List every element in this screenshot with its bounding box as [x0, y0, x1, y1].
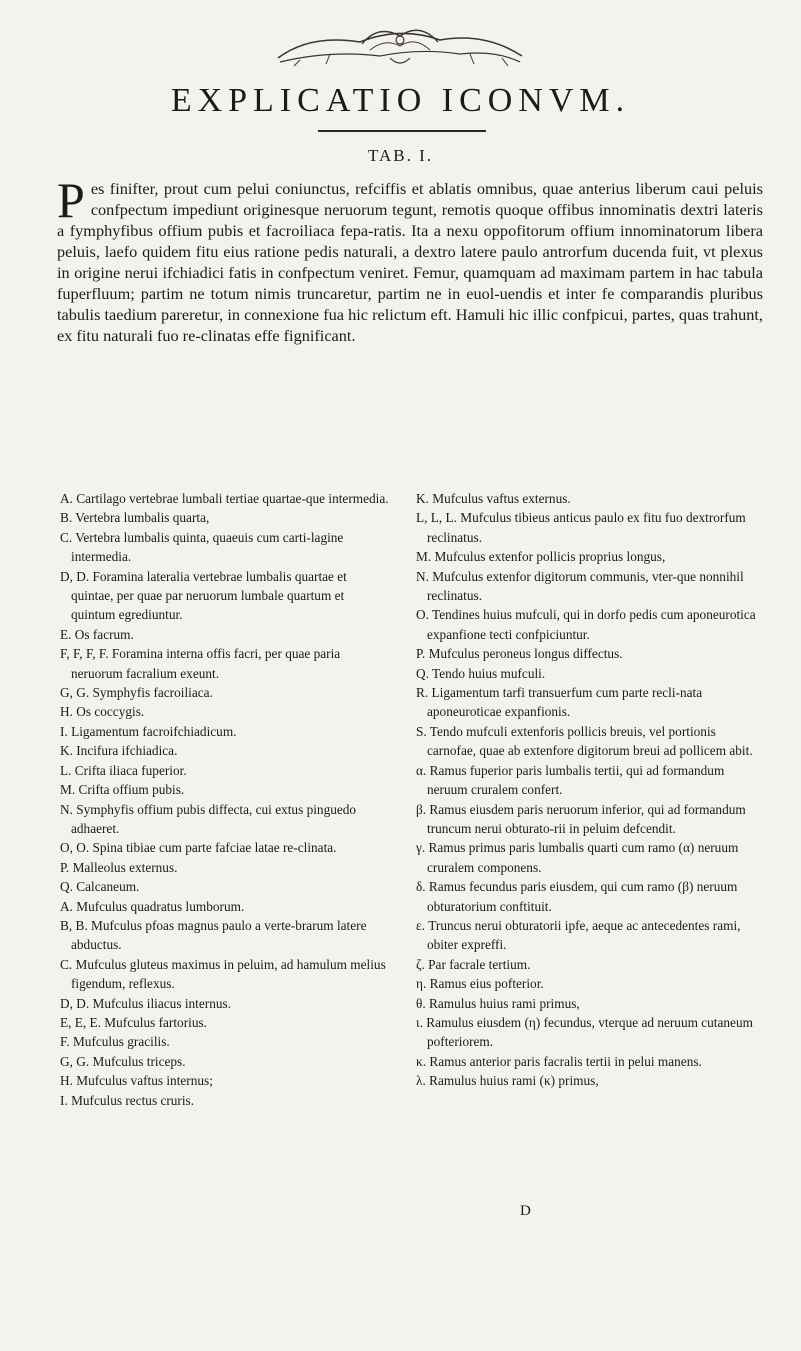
- legend-entry: N. Mufculus extenfor digitorum communis, vter-que nonnihil reclinatus.: [416, 568, 744, 604]
- legend-entry: R. Ligamentum tarfi transuerfum cum parte recli-nata aponeuroticae expanfionis.: [416, 685, 703, 720]
- legend-entry: ζ. Par facrale tertium.: [416, 956, 531, 972]
- legend-entry: θ. Ramulus huius rami primus,: [416, 995, 580, 1011]
- plate-label: TAB. I.: [367, 146, 434, 165]
- legend-entry: O. Tendines huius mufculi, qui in dorfo pedis cum aponeurotica expanfione tecti confpiciuntur.: [416, 607, 756, 642]
- legend-entry: F. Mufculus gracilis.: [60, 1034, 170, 1050]
- legend-entry: E. Os facrum.: [60, 626, 134, 642]
- legend-entry: A. Cartilago vertebrae lumbali tertiae quartae-que intermedia.: [60, 491, 389, 506]
- intro-text: es finifter, prout cum pelui coniunctus, refciffis et ablatis omnibus, quae anterius liberum caui peluis confpectum impediunt originesque neruorum tegunt, remotis quoque offibus innominatis dextri lateris a fymphyfibus offium pubis et facroiliaca fepa-ratis. Ita a nexu oppofitorum offium innominatorum libera peluis, laefo quidem fitu eius ratione pedis naturali, a dextro latere paulo antrorfum ducenda fuit, vt plexus in origine nerui ifchiadici fatis in confpectum veniret. Femur, quamquam ad maximam partem in hac tabula fuperfluum; partim ne totum nimis truncaretur, partim ne in euol-uendis et inter fe comparandis pluribus tabulis taedium pareretur, in connexione fua hic relictum eft. Hamuli hic illic confpicui, partes, quas trahunt, ex fitu naturali fuo re-clinatas effe fignificant.: [57, 179, 763, 345]
- legend-entry: S. Tendo mufculi extenforis pollicis breuis, vel portionis carnofae, quae ab extenfore digitorum breui ad pollicem abit.: [416, 723, 753, 759]
- legend-right-column: [416, 489, 761, 1091]
- legend-entry: L. Crifta iliaca fuperior.: [60, 762, 187, 778]
- legend-entry: C. Mufculus gluteus maximus in peluim, ad hamulum melius figendum, reflexus.: [60, 956, 386, 992]
- legend-entry: E, E, E. Mufculus fartorius.: [60, 1014, 207, 1030]
- decorative-headpiece-ornament: [270, 20, 530, 72]
- legend-entry: G, G. Mufculus triceps.: [60, 1053, 186, 1069]
- legend-entry: Q. Calcaneum.: [60, 879, 140, 895]
- legend-entry: κ. Ramus anterior paris facralis tertii in pelui manens.: [416, 1053, 702, 1069]
- legend-entry: B. Vertebra lumbalis quarta,: [60, 510, 210, 526]
- legend-entry: I. Mufculus rectus cruris.: [60, 1092, 195, 1108]
- legend-entry: B, B. Mufculus pfoas magnus paulo a verte-brarum latere abductus.: [60, 917, 367, 953]
- legend-entry: P. Mufculus peroneus longus diffectus.: [416, 646, 623, 662]
- legend-left-column: [60, 489, 390, 1110]
- legend-entry: λ. Ramulus huius rami (κ) primus,: [416, 1073, 599, 1089]
- legend-entry: β. Ramus eiusdem paris neruorum inferior, qui ad formandum truncum nerui obturato-rii in peluim defcendit.: [416, 801, 746, 836]
- legend-entry: ι. Ramulus eiusdem (η) fecundus, vterque ad neruum cutaneum pofteriorem.: [416, 1014, 753, 1050]
- legend-entry: L, L, L. Mufculus tibieus anticus paulo ex fitu fuo dextrorfum reclinatus.: [416, 510, 746, 545]
- page-title: EXPLICATIO ICONVM.: [170, 82, 631, 119]
- legend-entry: N. Symphyfis offium pubis diffecta, cui extus pinguedo adhaeret.: [60, 801, 357, 836]
- title-rule: [318, 130, 486, 132]
- legend-entry: K. Mufculus vaftus externus.: [416, 491, 571, 506]
- legend-entry: K. Incifura ifchiadica.: [60, 743, 178, 759]
- legend-entry: C. Vertebra lumbalis quinta, quaeuis cum carti-lagine intermedia.: [60, 529, 344, 565]
- legend-entry: Q. Tendo huius mufculi.: [416, 665, 546, 681]
- legend-entry: H. Mufculus vaftus internus;: [60, 1073, 213, 1089]
- legend-entry: D, D. Foramina lateralia vertebrae lumbalis quartae et quintae, per quae par neruorum lumbale quartum et quintum egrediuntur.: [60, 568, 347, 623]
- legend-entry: M. Mufculus extenfor pollicis proprius longus,: [416, 549, 666, 565]
- legend-entry: G, G. Symphyfis facroiliaca.: [60, 685, 213, 701]
- legend-entry: γ. Ramus primus paris lumbalis quarti cum ramo (α) neruum cruralem componens.: [416, 840, 739, 875]
- legend-entry: M. Crifta offium pubis.: [60, 782, 185, 798]
- legend-entry: P. Malleolus externus.: [60, 859, 178, 875]
- legend-entry: F, F, F, F. Foramina interna offis facri, per quae paria neruorum facralium exeunt.: [60, 646, 341, 681]
- drop-cap: P: [57, 172, 85, 228]
- legend-entry: ε. Truncus nerui obturatorii ipfe, aeque ac antecedentes rami, obiter expreffi.: [416, 917, 741, 953]
- legend-entry: H. Os coccygis.: [60, 704, 145, 720]
- legend-entry: I. Ligamentum facroifchiadicum.: [60, 723, 237, 739]
- legend-entry: D, D. Mufculus iliacus internus.: [60, 995, 231, 1011]
- intro-paragraph: [57, 172, 763, 346]
- legend-entry: O, O. Spina tibiae cum parte fafciae latae re-clinata.: [60, 840, 337, 856]
- signature-mark: D: [520, 1203, 531, 1219]
- legend-entry: α. Ramus fuperior paris lumbalis tertii, qui ad formandum neruum cruralem confert.: [416, 762, 725, 798]
- legend-entry: A. Mufculus quadratus lumborum.: [60, 898, 245, 914]
- legend-entry: η. Ramus eius pofterior.: [416, 976, 544, 992]
- legend-entry: δ. Ramus fecundus paris eiusdem, qui cum ramo (β) neruum obturatorium conftituit.: [416, 879, 738, 914]
